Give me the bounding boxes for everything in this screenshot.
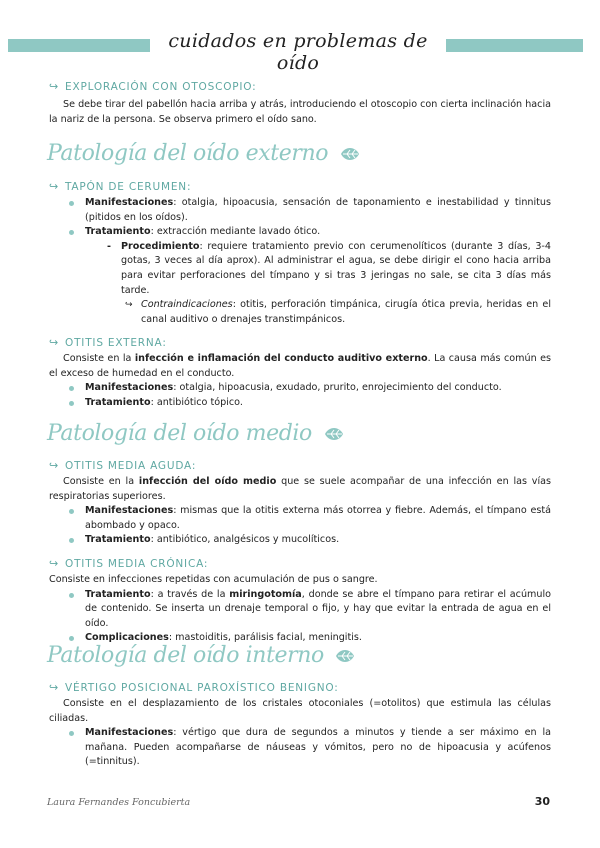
list-item: Manifestaciones: otalgia, hipoacusia, sensación de taponamiento e inestabilidad y tinnitus (pitidos en los oídos). [49, 196, 551, 225]
list-item: Tratamiento: extracción mediante lavado ótico. [49, 225, 551, 240]
list-item: Tratamiento: a través de la miringotomía, donde se abre el tímpano para retirar el acúmulo de contenido. Se inserta un drenaje temporal o fijo, y hay que evitar la entrada de agua en el oído. [49, 588, 551, 632]
curved-arrow-icon: ↪ [49, 681, 60, 694]
curved-arrow-icon: ↪ [49, 80, 60, 93]
tapon-block [49, 180, 551, 327]
list-item: Manifestaciones: otalgia, hipoacusia, exudado, prurito, enrojecimiento del conducto. [49, 381, 551, 396]
curved-arrow-icon: ↪ [49, 180, 60, 193]
otitis-media-aguda-heading: ↪ OTITIS MEDIA AGUDA: [49, 459, 197, 472]
otitis-media-cronica-heading: ↪ OTITIS MEDIA CRÓNICA: [49, 557, 209, 570]
otitis-externa-block [49, 336, 551, 410]
otitis-externa-text: Consiste en la infección e inflamación del conducto auditivo externo. La causa más común es el exceso de humedad en el conducto. [49, 353, 551, 379]
section-title-medio: Patología del oído medio [47, 421, 345, 446]
exploracion-block [49, 80, 551, 127]
page-title: cuidados en problemas de oído [168, 30, 428, 74]
curved-arrow-icon: ↪ [49, 557, 60, 570]
curved-arrow-icon: ↪ [49, 336, 60, 349]
otitis-externa-heading: ↪ OTITIS EXTERNA: [49, 336, 167, 349]
hook-arrow-icon: ↪ [125, 300, 133, 311]
vertigo-heading: ↪ VÉRTIGO POSICIONAL PAROXÍSTICO BENIGNO: [49, 681, 339, 694]
vertigo-text: Consiste en el desplazamiento de los cristales otoconiales (=otolitos) que estimula las células ciliadas. [49, 698, 551, 724]
leaf-icon [334, 647, 356, 665]
header-bar-left [8, 39, 150, 52]
otitis-media-cronica-block [49, 557, 551, 646]
otitis-media-aguda-block [49, 459, 551, 548]
otitis-media-aguda-text: Consiste en la infección del oído medio que se suele acompañar de una infección en las vías respiratorias superiores. [49, 476, 552, 502]
list-item: Manifestaciones: mismas que la otitis externa más otorrea y fiebre. Además, el tímpano está abombado y opaco. [49, 504, 551, 533]
exploracion-heading: ↪ EXPLORACIÓN CON OTOSCOPIO: [49, 80, 257, 93]
section-title-externo: Patología del oído externo [47, 141, 361, 166]
list-item: Complicaciones: mastoiditis, parálisis facial, meningitis. [49, 631, 551, 646]
leaf-icon [323, 425, 345, 443]
list-item: - Procedimiento: requiere tratamiento previo con cerumenolíticos (durante 3 días, 3-4 gotas, 3 veces al día aprox). Al administrar el agua, se debe dirigir el cono hacia arriba para evitar perforaciones del tímpano y si tras 3 jeringas no sale, se cita 3 días más tarde. [49, 240, 551, 298]
page-number: 30 [534, 795, 550, 808]
leaf-icon [339, 145, 361, 163]
footer-author: Laura Fernandes Foncubierta [47, 797, 191, 808]
tapon-heading: ↪ TAPÓN DE CERUMEN: [49, 180, 192, 193]
header-bar-right [446, 39, 583, 52]
section-title-interno: Patología del oído interno [47, 643, 356, 668]
list-item: Manifestaciones: vértigo que dura de segundos a minutos y tiende a ser máximo en la mañana. Pueden acompañarse de náuseas y vómitos, pero no de hipoacusia y acúfenos (=tinnitus). [49, 726, 551, 770]
curved-arrow-icon: ↪ [49, 459, 60, 472]
exploracion-text: Se debe tirar del pabellón hacia arriba y atrás, introduciendo el otoscopio con cierta inclinación hacia la nariz de la persona. Se observa primero el oído sano. [49, 99, 551, 125]
list-item: Tratamiento: antibiótico tópico. [49, 396, 551, 411]
vertigo-block [49, 681, 551, 770]
list-item: Tratamiento: antibiótico, analgésicos y mucolíticos. [49, 533, 551, 548]
otitis-media-cronica-text: Consiste en infecciones repetidas con acumulación de pus o sangre. [49, 574, 378, 585]
list-item: ↪ Contraindicaciones: otitis, perforación timpánica, cirugía ótica previa, heridas en el canal auditivo o drenajes transtimpánicos. [125, 299, 551, 325]
